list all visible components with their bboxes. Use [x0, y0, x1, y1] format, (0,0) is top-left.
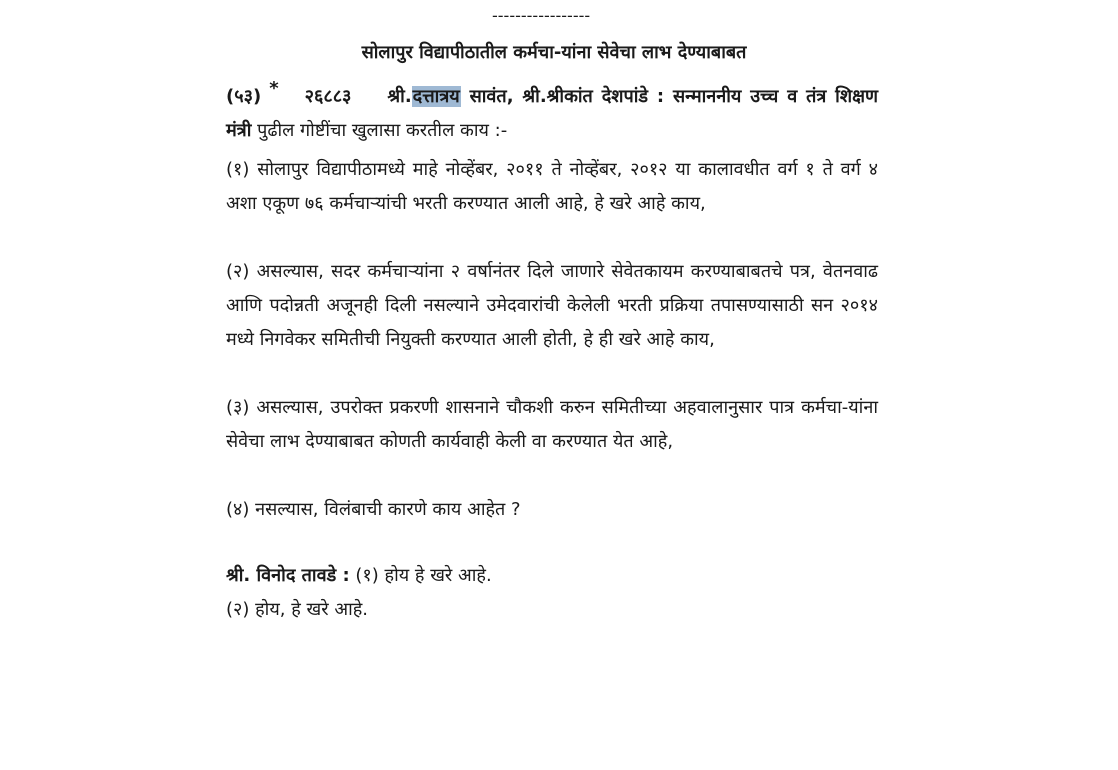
question-point-2: (२) असल्यास, सदर कर्मचाऱ्यांना २ वर्षानंतर दिले जाणारे सेवेतकायम करण्याबाबतचे पत्र, वेतनवाढ आणि पदोन्नती अजूनही दिली नसल्याने उमेदवारांची केलेली भरती प्रक्रिया तपासण्यासाठी सन २०१४ मध्ये निगवेकर समितीची नियुक्ती करण्यात आली होती, हे ही खरे आहे काय,	[226, 261, 878, 350]
serial-number: (५३)	[226, 86, 262, 107]
asker-prefix: श्री.	[387, 86, 412, 107]
answering-minister: श्री. विनोद तावडे :	[226, 565, 350, 586]
answer-line-2: (२) होय, हे खरे आहे.	[226, 599, 368, 620]
asker-names	[387, 86, 664, 107]
separator-line: -----------------	[492, 6, 591, 25]
question-serial	[226, 78, 352, 107]
document-title: सोलापुर विद्यापीठातील कर्मचा-यांना सेवेचा लाभ देण्याबाबत	[361, 42, 747, 63]
answer-line-1	[226, 559, 878, 593]
addressee-minister: सन्माननीय उच्च व तंत्र शिक्षण मंत्री	[226, 86, 878, 141]
asker-rest: सावंत, श्री.श्रीकांत देशपांडे :	[460, 86, 665, 107]
answer-text-1: (१) होय हे खरे आहे.	[349, 565, 492, 586]
question-point-4: (४) नसल्यास, विलंबाची कारणे काय आहेत ?	[226, 499, 521, 520]
question-header	[226, 80, 878, 148]
starred-marker: *	[269, 78, 279, 99]
question-number: २६८८३	[304, 86, 352, 107]
intro-tail: पुढील गोष्टींचा खुलासा करतील काय :-	[251, 120, 508, 141]
question-point-3: (३) असल्यास, उपरोक्त प्रकरणी शासनाने चौकशी करुन समितीच्या अहवालानुसार पात्र कर्मचा-यांना सेवेचा लाभ देण्याबाबत कोणती कार्यवाही केली वा करण्यात येत आहे,	[226, 397, 878, 452]
question-point-1: (१) सोलापुर विद्यापीठामध्ये माहे नोव्हेंबर, २०११ ते नोव्हेंबर, २०१२ या कालावधीत वर्ग १ ते वर्ग ४ अशा एकूण ७६ कर्मचाऱ्यांची भरती करण्यात आली आहे, हे खरे आहे काय,	[226, 159, 878, 214]
selected-text[interactable]: दत्तात्रय	[412, 86, 460, 107]
